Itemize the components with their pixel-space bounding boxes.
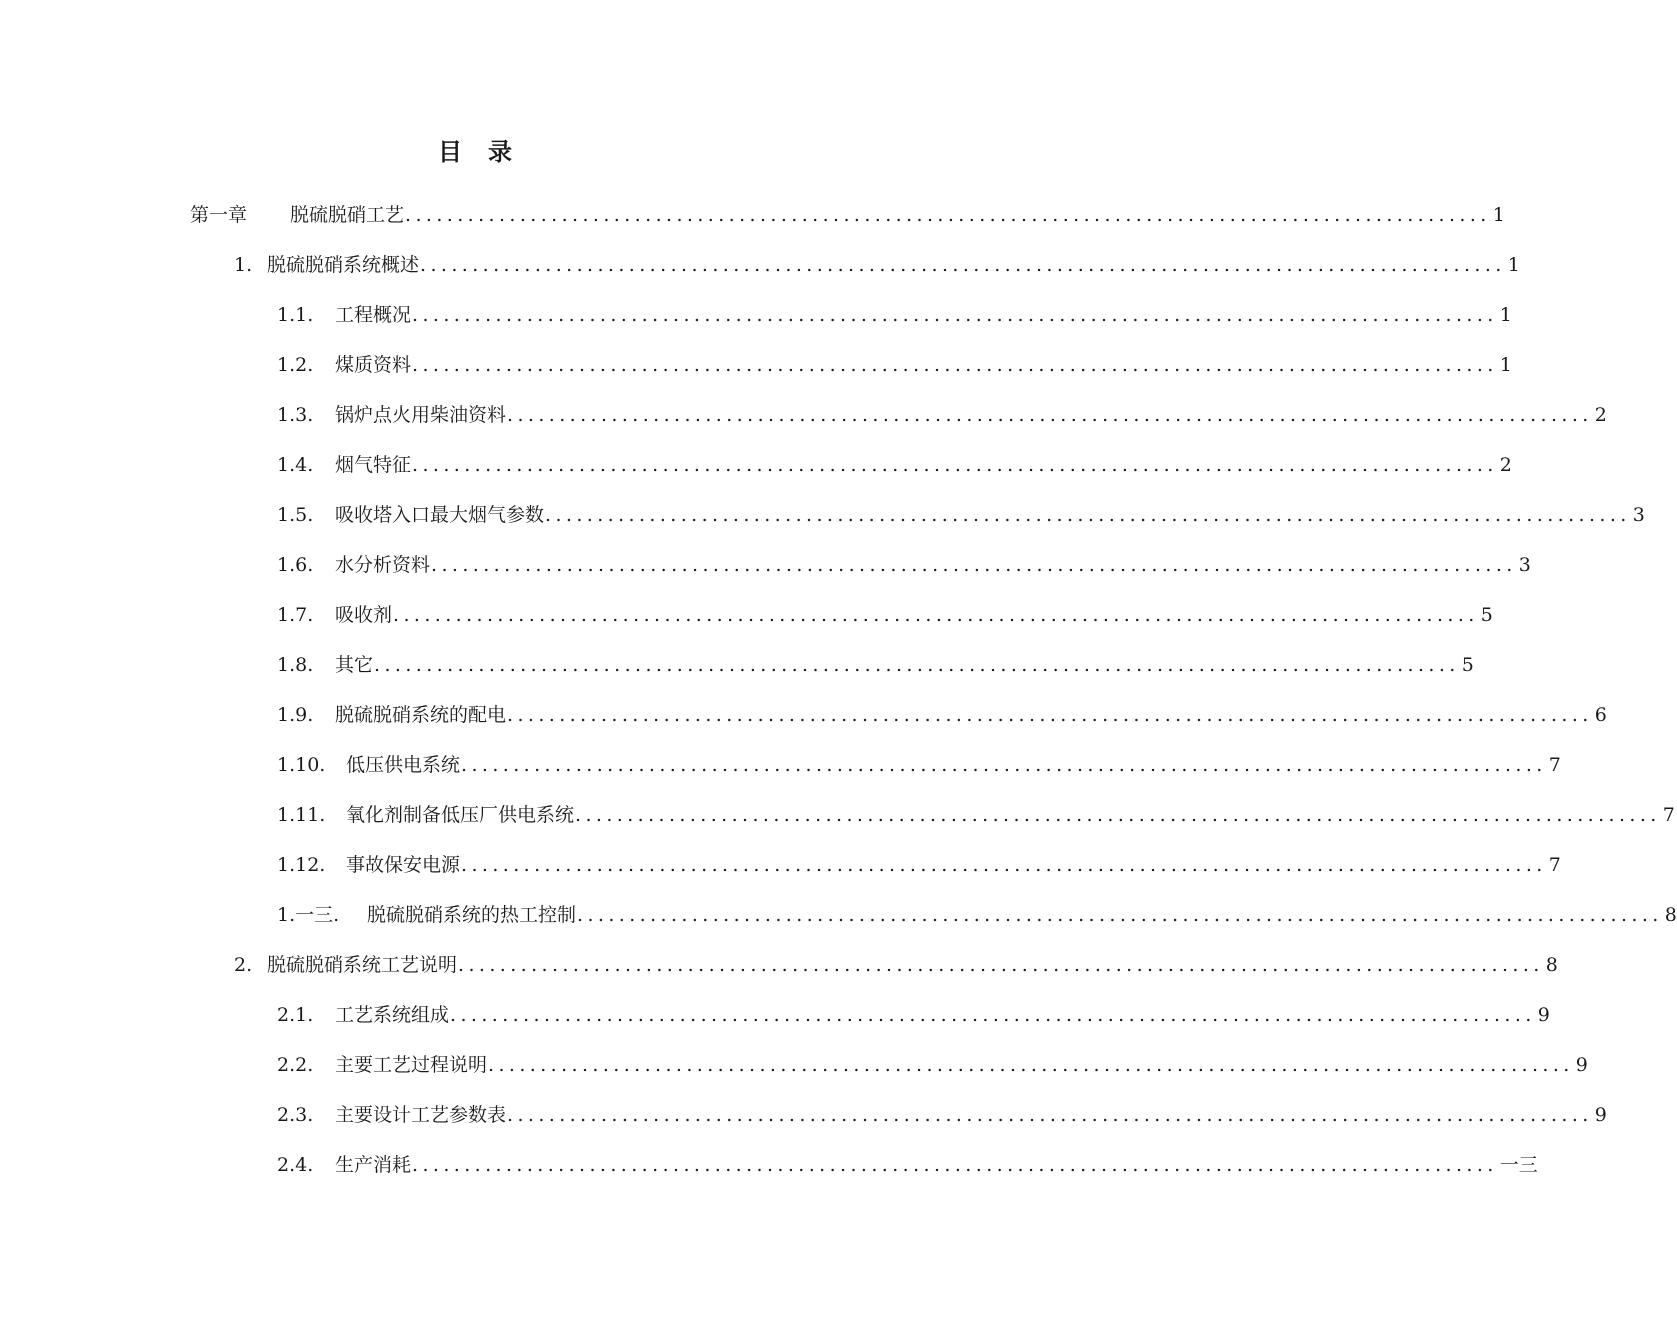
toc-entry-number: 1.5. <box>277 504 314 526</box>
toc-entry-number: 2.3. <box>277 1104 314 1126</box>
dot-leader: ........................................................................................................ <box>393 604 1479 626</box>
toc-entry-page: 1 <box>1499 304 1512 326</box>
toc-entry-number: 2.1. <box>277 1004 314 1026</box>
toc-title-char-1: 目 <box>438 137 462 166</box>
toc-entry-page: 一三 <box>1499 1154 1538 1176</box>
toc-entry-label: 事故保安电源 <box>346 854 461 876</box>
toc-entry-label: 烟气特征 <box>335 454 412 476</box>
dot-leader: ........................................................................................................ <box>412 354 1498 376</box>
toc-entry[interactable] <box>277 840 1561 890</box>
toc-entry-page: 5 <box>1461 654 1474 676</box>
toc-entry[interactable] <box>190 190 1505 240</box>
toc-entry-number: 2.2. <box>277 1054 314 1076</box>
dot-leader: ........................................................................................................ <box>412 454 1498 476</box>
toc-entry-label: 吸收剂 <box>335 604 393 626</box>
toc-entry[interactable] <box>277 390 1607 440</box>
toc-entry[interactable] <box>277 790 1675 840</box>
toc-entry-page: 9 <box>1594 1104 1607 1126</box>
dot-leader: ........................................................................................................ <box>488 1054 1574 1076</box>
toc-entry-label: 主要设计工艺参数表 <box>335 1104 507 1126</box>
toc-entry-page: 1 <box>1492 204 1505 226</box>
dot-leader: ........................................................................................................ <box>420 254 1506 276</box>
toc-entry-number: 2. <box>234 954 253 976</box>
toc-entry-number: 1.3. <box>277 404 314 426</box>
dot-leader: ........................................................................................................ <box>450 1004 1536 1026</box>
toc-entry[interactable] <box>277 990 1550 1040</box>
toc-entry-number: 2.4. <box>277 1154 314 1176</box>
toc-entry-number: 1.7. <box>277 604 314 626</box>
toc-entry-label: 脱硫脱硝工艺 <box>290 204 405 226</box>
dot-leader: ........................................................................................................ <box>405 204 1491 226</box>
toc-entry[interactable] <box>277 340 1512 390</box>
toc-entry-number: 1.10. <box>277 754 326 776</box>
toc-entry[interactable] <box>277 690 1607 740</box>
toc-entry-number: 1.6. <box>277 554 314 576</box>
toc-entry-number: 1.1. <box>277 304 314 326</box>
toc-entry-number: 1.2. <box>277 354 314 376</box>
toc-entry-label: 脱硫脱硝系统的配电 <box>335 704 507 726</box>
toc-entry-page: 7 <box>1548 854 1561 876</box>
toc-entry-label: 工程概况 <box>335 304 412 326</box>
toc-entry-page: 8 <box>1664 904 1677 926</box>
toc-entry-number: 1.一三. <box>277 904 340 926</box>
toc-entry[interactable] <box>277 540 1531 590</box>
toc-entry-page: 3 <box>1518 554 1531 576</box>
dot-leader: ........................................................................................................ <box>507 404 1593 426</box>
toc-title <box>0 132 950 167</box>
toc-entry-page: 9 <box>1537 1004 1550 1026</box>
toc-entry-page: 9 <box>1575 1054 1588 1076</box>
toc-entry-page: 6 <box>1594 704 1607 726</box>
dot-leader: ........................................................................................................ <box>575 804 1661 826</box>
toc-entry-label: 脱硫脱硝系统工艺说明 <box>267 954 458 976</box>
dot-leader: ........................................................................................................ <box>461 854 1547 876</box>
toc-entry-page: 2 <box>1499 454 1512 476</box>
dot-leader: ........................................................................................................ <box>461 754 1547 776</box>
dot-leader: ........................................................................................................ <box>577 904 1663 926</box>
toc-entry[interactable] <box>277 1140 1538 1190</box>
dot-leader: ........................................................................................................ <box>431 554 1517 576</box>
toc-entry-page: 7 <box>1548 754 1561 776</box>
toc-entry-label: 锅炉点火用柴油资料 <box>335 404 507 426</box>
toc-entry-number: 第一章 <box>190 204 248 226</box>
toc-entry-label: 主要工艺过程说明 <box>335 1054 488 1076</box>
toc-entry[interactable] <box>277 740 1561 790</box>
toc-entry-label: 煤质资料 <box>335 354 412 376</box>
toc-entry-label: 低压供电系统 <box>346 754 461 776</box>
toc-entry-number: 1.9. <box>277 704 314 726</box>
toc-entry-label: 水分析资料 <box>335 554 431 576</box>
toc-entry-number: 1.12. <box>277 854 326 876</box>
toc-entry-page: 1 <box>1499 354 1512 376</box>
toc-entry-label: 脱硫脱硝系统的热工控制 <box>367 904 577 926</box>
toc-entry[interactable] <box>234 240 1520 290</box>
toc-entry-label: 脱硫脱硝系统概述 <box>267 254 420 276</box>
toc-entry-number: 1.4. <box>277 454 314 476</box>
toc-entry[interactable] <box>234 940 1558 990</box>
dot-leader: ........................................................................................................ <box>458 954 1544 976</box>
toc-entry[interactable] <box>277 490 1645 540</box>
toc-entry-label: 氧化剂制备低压厂供电系统 <box>346 804 575 826</box>
toc-entry-page: 7 <box>1662 804 1675 826</box>
dot-leader: ........................................................................................................ <box>507 704 1593 726</box>
toc-entry[interactable] <box>277 1090 1607 1140</box>
dot-leader: ........................................................................................................ <box>374 654 1460 676</box>
toc-entry[interactable] <box>277 1040 1588 1090</box>
dot-leader: ........................................................................................................ <box>545 504 1631 526</box>
dot-leader: ........................................................................................................ <box>412 304 1498 326</box>
toc-entry[interactable] <box>277 640 1474 690</box>
toc-entry[interactable] <box>277 590 1493 640</box>
toc-entry-page: 2 <box>1594 404 1607 426</box>
toc-entry[interactable] <box>277 290 1512 340</box>
toc-entry-label: 工艺系统组成 <box>335 1004 450 1026</box>
toc-entry-label: 生产消耗 <box>335 1154 412 1176</box>
toc-entry-page: 1 <box>1507 254 1520 276</box>
toc-entry[interactable] <box>277 890 1677 940</box>
toc-entry-number: 1.8. <box>277 654 314 676</box>
dot-leader: ........................................................................................................ <box>412 1154 1498 1176</box>
toc-entry-page: 5 <box>1480 604 1493 626</box>
dot-leader: ........................................................................................................ <box>507 1104 1593 1126</box>
toc-entry-page: 8 <box>1545 954 1558 976</box>
toc-entry-label: 其它 <box>335 654 374 676</box>
toc-entry-number: 1.11. <box>277 804 326 826</box>
toc-entry-label: 吸收塔入口最大烟气参数 <box>335 504 545 526</box>
toc-title-char-2: 录 <box>488 137 512 166</box>
toc-entry-page: 3 <box>1632 504 1645 526</box>
toc-entry-number: 1. <box>234 254 253 276</box>
toc-entry[interactable] <box>277 440 1512 490</box>
